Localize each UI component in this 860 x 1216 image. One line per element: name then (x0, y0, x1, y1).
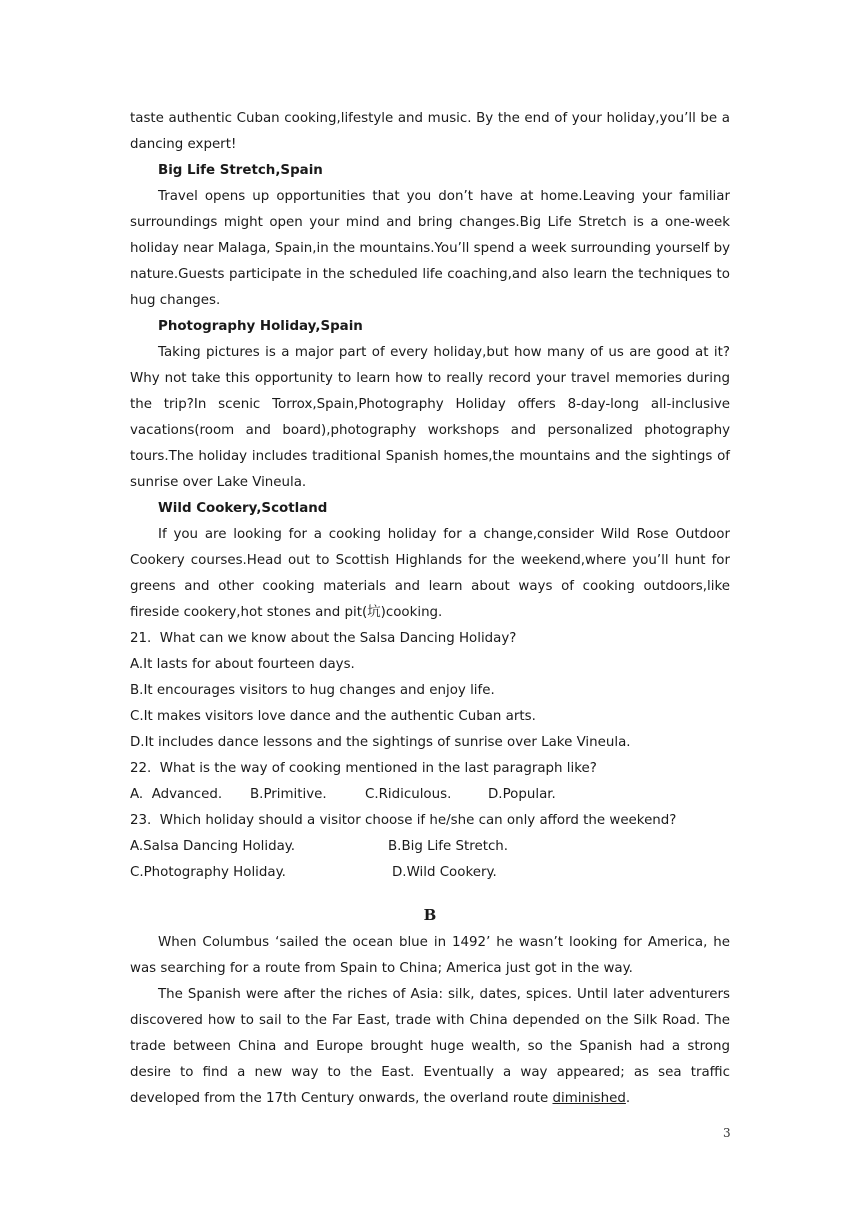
question-23-option-d: D.Wild Cookery. (392, 865, 497, 880)
section-title-photography-holiday: Photography Holiday,Spain (158, 319, 363, 334)
section-body-wild-cookery: If you are looking for a cooking holiday for a change,consider Wild Rose Outdoor Cookery courses.Head out to Scottish Highlands for the weekend,where you’ll hunt for greens and other cooking materials and learn about ways of cooking outdoors,like fireside cookery,hot stones and pit(坑)cooking. (130, 527, 730, 620)
question-21-stem: 21. What can we know about the Salsa Dancing Holiday? (130, 631, 517, 646)
question-22-option-b: B.Primitive. (250, 787, 327, 802)
question-22-options (130, 782, 730, 808)
question-21-option-a: A.It lasts for about fourteen days. (130, 657, 355, 672)
underlined-word-diminished: diminished (552, 1091, 626, 1106)
question-21-option-c: C.It makes visitors love dance and the authentic Cuban arts. (130, 709, 536, 724)
page-number: 3 (723, 1126, 731, 1140)
question-21-option-b: B.It encourages visitors to hug changes and enjoy life. (130, 683, 495, 698)
question-21-option-d: D.It includes dance lessons and the sightings of sunrise over Lake Vineula. (130, 735, 631, 750)
section-body-photography-holiday: Taking pictures is a major part of every holiday,but how many of us are good at it?Why not take this opportunity to learn how to really record your travel memories during the trip?In scenic Torrox,Spain,Photography Holiday offers 8-day-long all-inclusive vacations(room and board),photography workshops and personalized photography tours.The holiday includes traditional Spanish homes,the mountains and the sightings of sunrise over Lake Vineula. (130, 345, 730, 490)
document-page (130, 106, 730, 1112)
question-23-options-row1 (130, 834, 730, 860)
section-title-big-life-stretch: Big Life Stretch,Spain (158, 163, 323, 178)
section-b-paragraph-2-text: The Spanish were after the riches of Asia: silk, dates, spices. Until later adventurers discovered how to sail to the Far East, trade with China depended on the Silk Road. The trade between China and Europe brought huge wealth, so the Spanish had a strong desire to find a new way to the East. Eventually a way appeared; as sea traffic developed from the 17th Century onwards, the overland route (130, 987, 730, 1106)
question-22-option-d: D.Popular. (488, 787, 556, 802)
section-title-wild-cookery: Wild Cookery,Scotland (158, 501, 328, 516)
question-23-option-a: A.Salsa Dancing Holiday. (130, 839, 296, 854)
question-23-option-c: C.Photography Holiday. (130, 865, 286, 880)
question-23-options-row2 (130, 860, 730, 886)
question-22-option-a: A. Advanced. (130, 787, 223, 802)
question-23-option-b: B.Big Life Stretch. (388, 839, 509, 854)
section-b-paragraph-2 (130, 982, 730, 1112)
intro-paragraph-tail: taste authentic Cuban cooking,lifestyle and music. By the end of your holiday,you’ll be a dancing expert! (130, 111, 730, 152)
section-b-label: B (423, 906, 437, 924)
section-body-big-life-stretch: Travel opens up opportunities that you don’t have at home.Leaving your familiar surroundings might open your mind and bring changes.Big Life Stretch is a one-week holiday near Malaga, Spain,in the mountains.You’ll spend a week surrounding yourself by nature.Guests participate in the scheduled life coaching,and also learn the techniques to hug changes. (130, 189, 730, 308)
section-b-paragraph-2-end: . (625, 1091, 631, 1106)
question-23-stem: 23. Which holiday should a visitor choose if he/she can only afford the weekend? (130, 813, 677, 828)
question-22-stem: 22. What is the way of cooking mentioned in the last paragraph like? (130, 761, 597, 776)
section-b-paragraph-1: When Columbus ‘sailed the ocean blue in 1492’ he wasn’t looking for America, he was searching for a route from Spain to China; America just got in the way. (130, 935, 730, 976)
question-22-option-c: C.Ridiculous. (365, 787, 452, 802)
